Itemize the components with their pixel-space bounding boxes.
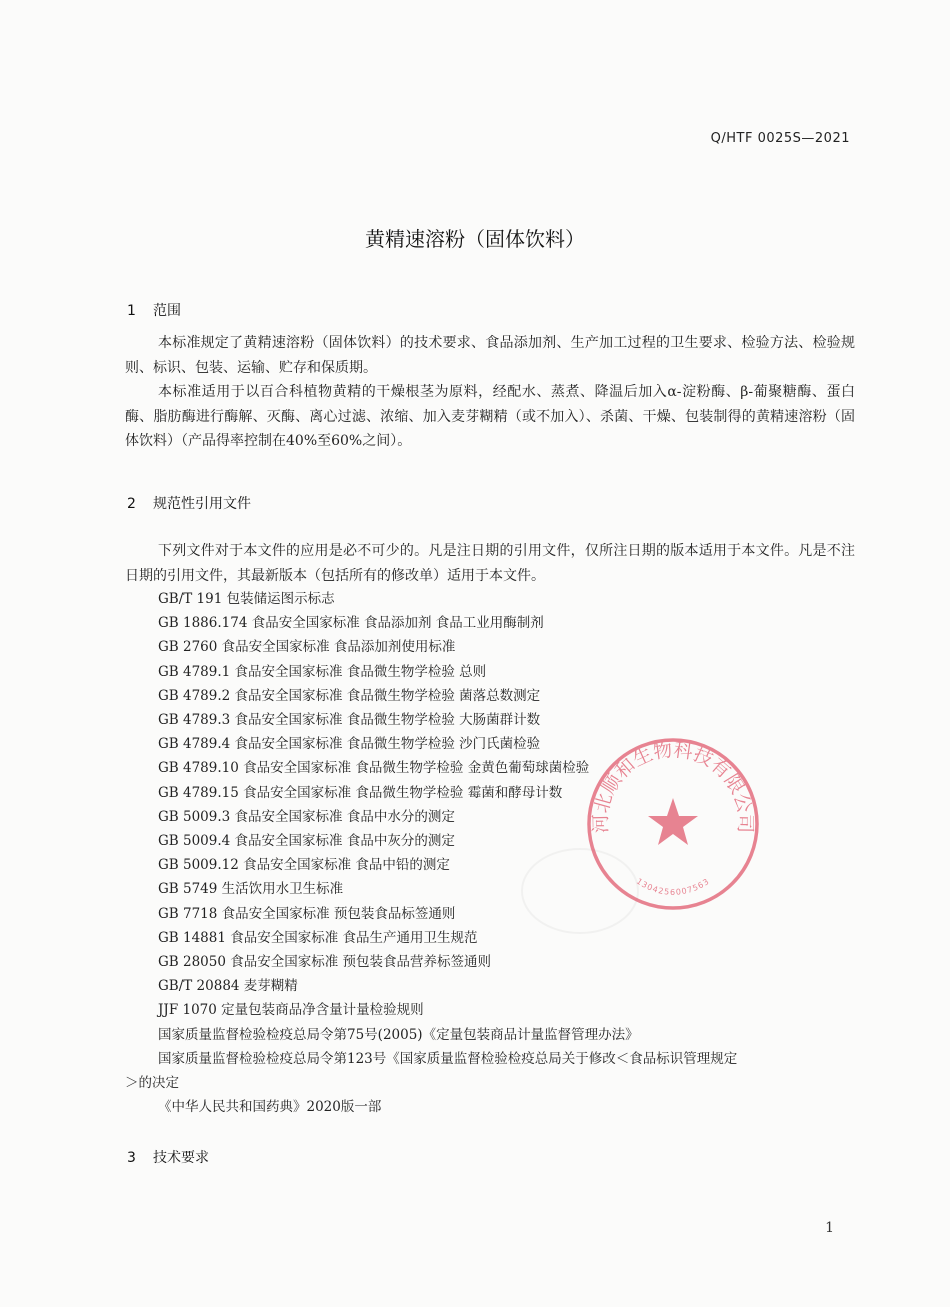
reference-item: GB 4789.1 食品安全国家标准 食品微生物学检验 总则 [158, 663, 487, 680]
reference-item: 《中华人民共和国药典》2020版一部 [158, 1099, 382, 1116]
reference-item: GB 4789.2 食品安全国家标准 食品微生物学检验 菌落总数测定 [158, 687, 541, 704]
company-seal [585, 736, 761, 912]
section-number: 2 [127, 496, 136, 512]
reference-item: GB 4789.10 食品安全国家标准 食品微生物学检验 金黄色葡萄球菌检验 [158, 760, 590, 777]
section-title: 范围 [153, 303, 181, 319]
reference-item: GB 7718 食品安全国家标准 预包装食品标签通则 [158, 905, 456, 922]
reference-item: GB 4789.15 食品安全国家标准 食品微生物学检验 霉菌和酵母计数 [158, 784, 563, 801]
document-number: Q/HTF 0025S—2021 [710, 131, 850, 146]
reference-item: GB 5749 生活饮用水卫生标准 [158, 881, 344, 898]
reference-item: GB 5009.12 食品安全国家标准 食品中铅的测定 [158, 857, 450, 874]
reference-item: 国家质量监督检验检疫总局令第75号(2005)《定量包装商品计量监督管理办法》 [158, 1026, 639, 1043]
document-title: 黄精速溶粉（固体饮料） [365, 227, 585, 251]
reference-item-long [125, 1047, 858, 1095]
reference-item: GB 5009.3 食品安全国家标准 食品中水分的测定 [158, 808, 455, 825]
reference-item: JJF 1070 定量包装商品净含量计量检验规则 [158, 1002, 424, 1019]
reference-item: GB 1886.174 食品安全国家标准 食品添加剂 食品工业用酶制剂 [158, 615, 544, 632]
reference-line: 国家质量监督检验检疫总局令第123号《国家质量监督检验检疫总局关于修改＜食品标识管理规定 [158, 1050, 738, 1067]
scope-paragraph: 本标准适用于以百合科植物黄精的干燥根茎为原料，经配水、蒸煮、降温后加入α-淀粉酶、β-葡聚糖酶、蛋白酶、脂肪酶进行酶解、灭酶、离心过滤、浓缩、加入麦芽糊精（或不加入）、杀菌、干燥、包装制得的黄精速溶粉（固体饮料）（产品得率控制在40%至60%之间）。 [125, 384, 855, 449]
scope-paragraph: 本标准规定了黄精速溶粉（固体饮料）的技术要求、食品添加剂、生产加工过程的卫生要求、检验方法、检验规则、标识、包装、运输、贮存和保质期。 [125, 335, 855, 376]
section-number: 1 [127, 303, 136, 319]
seal-company-name: 河北顺和生物科技有限公司 [589, 738, 757, 834]
reference-item: GB 2760 食品安全国家标准 食品添加剂使用标准 [158, 639, 456, 656]
page-number: 1 [825, 1220, 834, 1236]
section-3-heading [127, 1147, 209, 1167]
reference-item: GB 28050 食品安全国家标准 预包装食品营养标签通则 [158, 954, 492, 971]
reference-item: GB 4789.3 食品安全国家标准 食品微生物学检验 大肠菌群计数 [158, 712, 541, 729]
seal-star-icon [648, 798, 698, 845]
reference-line-continued: ＞的决定 [125, 1075, 179, 1092]
reference-item: GB 5009.4 食品安全国家标准 食品中灰分的测定 [158, 833, 455, 850]
reference-item: GB/T 191 包装储运图示标志 [158, 591, 335, 607]
reference-item: GB 4789.4 食品安全国家标准 食品微生物学检验 沙门氏菌检验 [158, 736, 541, 753]
seal-code: 1304256007563 [634, 876, 712, 897]
reference-item: GB/T 20884 麦芽糊精 [158, 978, 298, 995]
section-title: 技术要求 [153, 1150, 209, 1166]
references-intro-paragraph: 下列文件对于本文件的应用是必不可少的。凡是注日期的引用文件，仅所注日期的版本适用于本文件。凡是不注日期的引用文件，其最新版本（包括所有的修改单）适用于本文件。 [125, 543, 855, 584]
section-title: 规范性引用文件 [153, 496, 251, 512]
reference-item: GB 14881 食品安全国家标准 食品生产通用卫生规范 [158, 929, 478, 946]
section-number: 3 [127, 1150, 136, 1166]
section-2-heading [127, 493, 251, 513]
section-1-heading [127, 300, 181, 320]
